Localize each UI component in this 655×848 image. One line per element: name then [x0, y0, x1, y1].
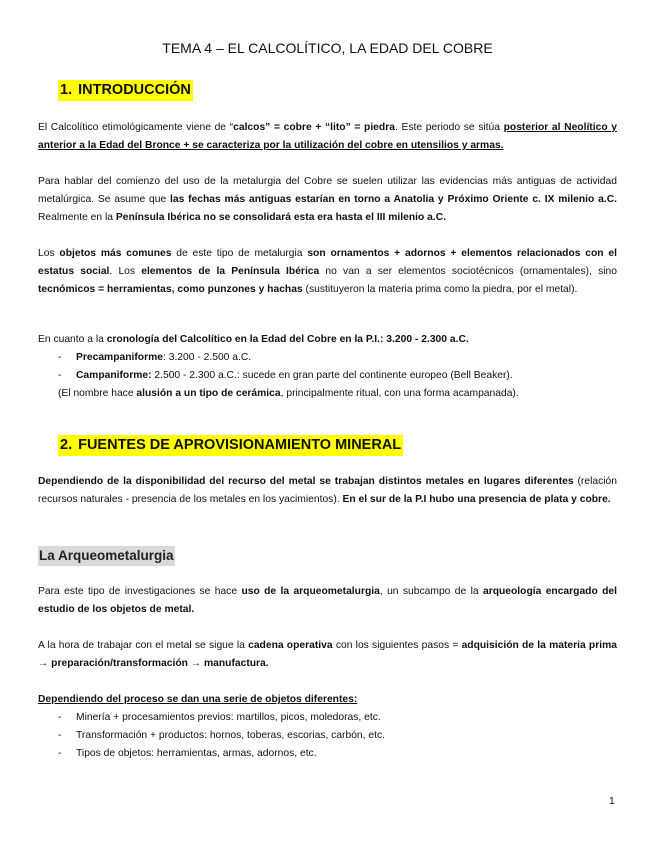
- list-item: [58, 349, 618, 367]
- document-title: TEMA 4 – EL CALCOLÍTICO, LA EDAD DEL COBRE: [162, 40, 493, 56]
- text: (sustituyeron la materia prima como la piedra, por el metal).: [302, 284, 578, 295]
- text: (relación recursos naturales - presencia de los metales en los yacimientos).: [38, 476, 617, 505]
- text: , principalmente ritual, con una forma acampanada).: [280, 388, 519, 399]
- text: Realmente en la: [38, 212, 116, 223]
- text: Los: [38, 248, 60, 259]
- list-item: - Transformación + productos: hornos, toberas, escorias, carbón, etc.: [58, 727, 618, 745]
- bold-text: objetos más comunes: [59, 248, 172, 259]
- note-ceramic: [58, 385, 519, 403]
- bold-text: las fechas más antiguas estarían en torno a Anatolia y Próximo Oriente c. IX milenio a.C.: [170, 194, 617, 205]
- bold-text: Campaniforme:: [76, 370, 152, 381]
- text: . Este periodo se sitúa: [394, 122, 504, 133]
- chronology-list: [58, 349, 618, 385]
- bold-text: tecnómicos = herramientas, como punzones y hachas: [38, 284, 303, 295]
- text: , un subcampo de la: [379, 586, 483, 597]
- paragraph-operative-chain: [38, 637, 617, 673]
- bold-text: Precampaniforme: [76, 352, 163, 363]
- bold-text: manufactura.: [203, 658, 269, 669]
- paragraph-etymology: [38, 119, 617, 155]
- bold-text: son ornamentos + adornos + elementos relacionados con el estatus social: [38, 248, 617, 277]
- text: no van a ser elementos sociotécnicos (ornamentales), sino: [319, 266, 617, 277]
- text: En cuanto a la: [38, 334, 107, 345]
- bold-text: Dependiendo de la disponibilidad del recurso del metal se trabajan distintos metales en lugares diferentes: [38, 476, 574, 487]
- text: El Calcolítico etimológicamente viene de “: [38, 122, 234, 133]
- section-number: 1.: [60, 82, 73, 98]
- bold-text: arqueología encargado del estudio de los objetos de metal.: [38, 586, 618, 615]
- text: de este tipo de metalurgia: [171, 248, 308, 259]
- paragraph-objects-intro: [38, 691, 617, 709]
- text: 2.500 - 2.300 a.C.: sucede en gran parte del continente europeo (Bell Beaker).: [151, 370, 513, 381]
- list-item: - Tipos de objetos: herramientas, armas, adornos, etc.: [58, 745, 618, 763]
- text: A la hora de trabajar con el metal se sigue la: [38, 640, 249, 651]
- text: con los siguientes pasos =: [332, 640, 462, 651]
- bold-text: alusión a un tipo de cerámica: [136, 388, 281, 399]
- section-label: FUENTES DE APROVISIONAMIENTO MINERAL: [78, 437, 402, 453]
- bold-text: elementos de la Península Ibérica: [141, 266, 320, 277]
- paragraph-chronology: [38, 331, 617, 349]
- text: Para este tipo de investigaciones se hace: [38, 586, 242, 597]
- paragraph-resources: [38, 473, 617, 509]
- bold-underlined-text: posterior al Neolítico y anterior a la Edad del Bronce + se caracteriza por la utilización del cobre en utensilios y armas.: [38, 122, 617, 151]
- bold-text: cronología del Calcolítico en la Edad del Cobre en la P.I.: 3.200 - 2.300 a.C.: [106, 334, 469, 345]
- paragraph-origins: [38, 173, 617, 227]
- text: (El nombre hace: [58, 388, 137, 399]
- bold-text: uso de la arqueometalurgia: [241, 586, 380, 597]
- bold-underlined-text: Dependiendo del proceso se dan una serie de objetos diferentes:: [38, 694, 358, 705]
- bold-text: cadena operativa: [248, 640, 333, 651]
- bold-text: En el sur de la P.I hubo una presencia de plata y cobre.: [342, 494, 611, 505]
- list-item: [58, 367, 618, 385]
- paragraph-objects: [38, 245, 617, 299]
- text: Para hablar del comienzo del uso de la metalurgia del Cobre se suelen utilizar las evidencias más antiguas de actividad metalúrgica. Se asume que: [38, 176, 617, 205]
- section-heading-introduccion: [58, 80, 193, 101]
- objects-list: [58, 709, 618, 763]
- bold-text: calcos” = cobre + “lito” = piedra: [233, 122, 395, 133]
- text: : 3.200 - 2.500 a.C.: [163, 352, 252, 363]
- section-heading-fuentes: [58, 435, 403, 456]
- page-number: 1: [609, 795, 615, 807]
- subsection-heading-arqueometalurgia: La Arqueometalurgia: [38, 546, 175, 566]
- text: . Los: [109, 266, 142, 277]
- arrow-right-icon: →: [190, 658, 202, 669]
- arrow-right-icon: →: [38, 658, 49, 669]
- bold-text: adquisición de la materia prima: [461, 640, 617, 651]
- section-label: INTRODUCCIÓN: [78, 82, 191, 98]
- section-number: 2.: [60, 437, 73, 453]
- bold-text: preparación/transformación: [51, 658, 188, 669]
- paragraph-archaeometallurgy: [38, 583, 617, 619]
- bold-text: Península Ibérica no se consolidará esta era hasta el III milenio a.C.: [115, 212, 447, 223]
- list-item: - Minería + procesamientos previos: martillos, picos, moledoras, etc.: [58, 709, 618, 727]
